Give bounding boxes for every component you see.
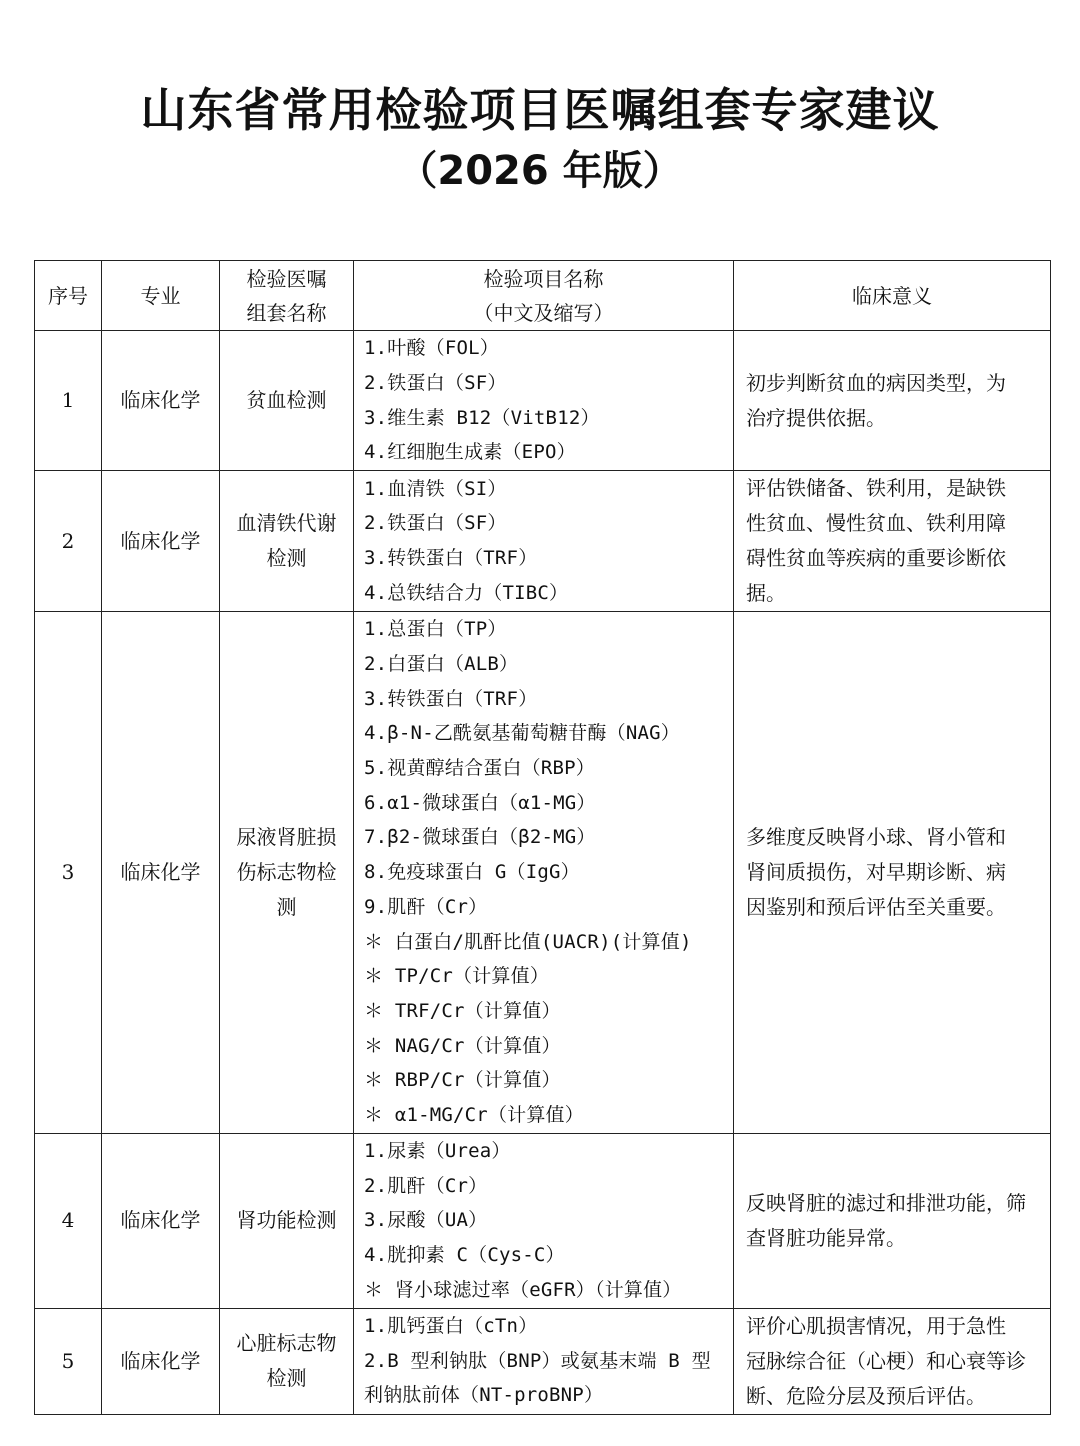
table-body (35, 331, 1051, 1415)
test-item: 4.β-N-乙酰氨基葡萄糖苷酶（NAG） (364, 722, 680, 745)
cell-specialty: 临床化学 (102, 471, 220, 612)
cell-specialty: 临床化学 (102, 612, 220, 1134)
cell-no: 3 (35, 612, 102, 1134)
test-item: 1.叶酸（FOL） (364, 337, 499, 360)
test-item: 3.转铁蛋白（TRF） (364, 687, 538, 710)
cell-no: 2 (35, 471, 102, 612)
test-item: 1.总蛋白（TP） (364, 618, 507, 641)
test-item: 1.血清铁（SI） (364, 477, 507, 500)
cell-test-items (354, 612, 734, 1134)
test-item: 8.免疫球蛋白 G（IgG） (364, 861, 580, 884)
test-item: 1.肌钙蛋白（cTn） (364, 1314, 538, 1337)
test-item: 4.红细胞生成素（EPO） (364, 441, 576, 464)
header-panel (220, 261, 354, 331)
test-item: 2.肌酐（Cr） (364, 1174, 488, 1197)
document-title: 山东省常用检验项目医嘱组套专家建议 (140, 83, 940, 137)
cell-panel-name: 心脏标志物 检测 (220, 1308, 354, 1414)
test-item: 2.白蛋白（ALB） (364, 652, 519, 675)
test-item: 3.尿酸（UA） (364, 1209, 488, 1232)
cell-test-items (354, 331, 734, 471)
cell-clinical-meaning: 初步判断贫血的病因类型，为 治疗提供依据。 (734, 331, 1051, 471)
header-items-line1: 检验项目名称 (483, 266, 604, 291)
table-row (35, 331, 1051, 471)
test-item: ＊ 肾小球滤过率（eGFR）（计算值） (364, 1278, 682, 1301)
cell-test-items (354, 471, 734, 612)
table-row (35, 471, 1051, 612)
test-item: 2.铁蛋白（SF） (364, 371, 507, 394)
cell-specialty: 临床化学 (102, 331, 220, 471)
test-item: 1.尿素（Urea） (364, 1140, 511, 1162)
header-items (354, 261, 734, 331)
test-item: 9.肌酐（Cr） (364, 895, 488, 918)
test-item: ＊ TP/Cr（计算值） (364, 965, 550, 988)
test-item: 7.β2-微球蛋白（β2-MG） (364, 826, 596, 849)
cell-clinical-meaning: 评估铁储备、铁利用，是缺铁 性贫血、慢性贫血、铁利用障 碍性贫血等疾病的重要诊断依 据。 (734, 471, 1051, 612)
header-no: 序号 (35, 261, 102, 331)
header-items-line2: （中文及缩写） (473, 300, 614, 325)
header-specialty: 专业 (102, 261, 220, 331)
table-row (35, 1134, 1051, 1309)
test-item: 3.转铁蛋白（TRF） (364, 547, 538, 569)
cell-specialty: 临床化学 (102, 1308, 220, 1414)
lab-panel-table (34, 260, 1051, 1415)
cell-panel-name: 贫血检测 (220, 331, 354, 471)
test-item: 2.铁蛋白（SF） (364, 512, 507, 535)
header-meaning: 临床意义 (734, 261, 1051, 331)
table-header-row (35, 261, 1051, 331)
test-item: ＊ NAG/Cr（计算值） (364, 1034, 561, 1057)
cell-panel-name: 肾功能检测 (220, 1134, 354, 1309)
cell-clinical-meaning: 多维度反映肾小球、肾小管和 肾间质损伤，对早期诊断、病 因鉴别和预后评估至关重要。 (734, 612, 1051, 1134)
test-item: ＊ 白蛋白/肌酐比值(UACR)(计算值) (364, 930, 692, 953)
header-panel-line1: 检验医嘱 (246, 266, 327, 291)
test-item: ＊ TRF/Cr（计算值） (364, 999, 561, 1022)
test-item: 5.视黄醇结合蛋白（RBP） (364, 757, 595, 780)
test-item: 2.B 型利钠肽（BNP）或氨基末端 B 型利钠肽前体（NT-proBNP） (364, 1349, 711, 1407)
cell-specialty: 临床化学 (102, 1134, 220, 1309)
cell-panel-name: 血清铁代谢 检测 (220, 471, 354, 612)
document-subtitle: （2026 年版） (397, 148, 683, 194)
cell-no: 1 (35, 331, 102, 471)
cell-no: 5 (35, 1308, 102, 1414)
test-item: 4.胱抑素 C（Cys-C） (364, 1244, 565, 1267)
cell-test-items (354, 1308, 734, 1414)
table-row (35, 612, 1051, 1134)
table-row (35, 1308, 1051, 1414)
test-item: 3.维生素 B12（VitB12） (364, 406, 600, 429)
test-item: 6.α1-微球蛋白（α1-MG） (364, 791, 596, 814)
cell-clinical-meaning: 反映肾脏的滤过和排泄功能，筛 查肾脏功能异常。 (734, 1134, 1051, 1309)
test-item: ＊ RBP/Cr（计算值） (364, 1069, 561, 1092)
cell-test-items (354, 1134, 734, 1309)
cell-panel-name: 尿液肾脏损 伤标志物检 测 (220, 612, 354, 1134)
cell-clinical-meaning: 评价心肌损害情况，用于急性 冠脉综合征（心梗）和心衰等诊 断、危险分层及预后评估。 (734, 1308, 1051, 1414)
test-item: ＊ α1-MG/Cr（计算值） (364, 1104, 584, 1127)
header-panel-line2: 组套名称 (246, 300, 327, 325)
test-item: 4.总铁结合力（TIBC） (364, 581, 569, 604)
cell-no: 4 (35, 1134, 102, 1309)
